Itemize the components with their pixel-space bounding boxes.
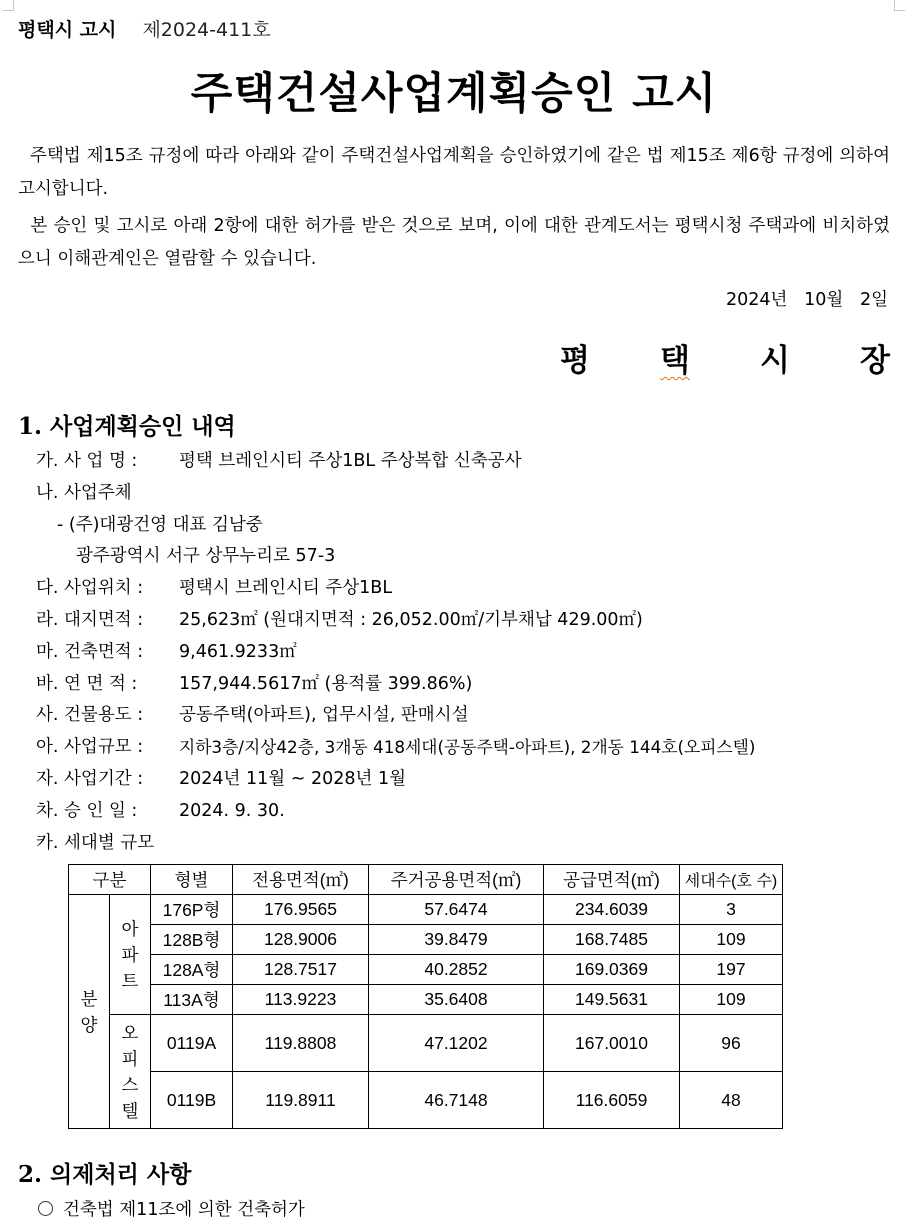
group-cell: [69, 895, 110, 1129]
notice-number: 제2024-411호: [142, 19, 271, 41]
item-value: 157,944.5617㎡ (용적률 399.86%): [179, 673, 473, 694]
item-label: 건축법 제11조에 의한 건축허가: [63, 1200, 305, 1220]
subgroup-label: 오피스텔: [121, 1022, 139, 1121]
item-label: - (주)대광건영 대표 김남중: [57, 514, 263, 535]
notice-header: [18, 15, 271, 42]
table-cell: 96: [680, 1015, 783, 1072]
approval-details-list: [36, 446, 755, 859]
table-cell: 113A형: [151, 985, 233, 1015]
item-label: 가. 사 업 명 :: [36, 451, 138, 471]
list-item: [36, 573, 755, 605]
table-cell: 46.7148: [369, 1072, 544, 1129]
table-cell: 128A형: [151, 955, 233, 985]
list-item: [36, 669, 755, 701]
table-row: [69, 1072, 783, 1129]
list-item: [36, 510, 755, 542]
subgroup-cell: [110, 1015, 151, 1129]
column-header: 주거공용면적(㎡): [369, 865, 544, 895]
table-cell: 149.5631: [544, 985, 680, 1015]
table-cell: 119.8911: [233, 1072, 369, 1129]
table-cell: 47.1202: [369, 1015, 544, 1072]
item-label: 라. 대지면적 :: [36, 609, 144, 630]
page-corner-mark-left: [3, 0, 14, 11]
circle-bullet-icon: [38, 1201, 53, 1216]
table-cell: 3: [680, 895, 783, 925]
item-value: 2024년 11월 ~ 2028년 1월: [179, 768, 407, 789]
unit-size-table: [68, 864, 783, 1129]
table-cell: 48: [680, 1072, 783, 1129]
item-value: 25,623㎡ (원대지면적 : 26,052.00㎡/기부채납 429.00㎡): [179, 609, 643, 630]
list-item: [36, 637, 755, 669]
column-header: 형별: [151, 865, 233, 895]
item-label: 아. 사업규모 :: [36, 737, 144, 758]
list-item: [36, 700, 755, 732]
item-label: 카. 세대별 규모: [36, 832, 155, 853]
table-row: [69, 925, 783, 955]
column-header: 구분: [69, 865, 151, 895]
column-header: 전용면적(㎡): [233, 865, 369, 895]
table-cell: 128.9006: [233, 925, 369, 955]
list-item: [36, 828, 755, 860]
table-row: [69, 895, 783, 925]
issuer-char: 평: [560, 343, 590, 379]
issuer-char: 택: [660, 343, 690, 379]
item-label: 바. 연 면 적 :: [36, 673, 138, 694]
document-title: 주택건설사업계획승인 고시: [190, 69, 718, 119]
item-label: 마. 건축면적 :: [36, 641, 144, 662]
table-cell: 39.8479: [369, 925, 544, 955]
table-cell: 0119A: [151, 1015, 233, 1072]
column-header: 세대수(호 수): [680, 865, 783, 895]
page-corner-mark-right: [894, 0, 905, 11]
table-cell: 128B형: [151, 925, 233, 955]
subgroup-label: 아파트: [121, 918, 139, 991]
list-item: [38, 1196, 305, 1221]
table-row: [69, 955, 783, 985]
notice-date: 2024년 10월 2일: [725, 290, 888, 310]
list-item: [36, 796, 755, 828]
column-header: 공급면적(㎡): [544, 865, 680, 895]
table-cell: 116.6059: [544, 1072, 680, 1129]
item-label: 사. 건물용도 :: [36, 705, 144, 726]
group-label: 분양: [80, 988, 98, 1035]
table-header-row: [69, 865, 783, 895]
intro-paragraph-2: 본 승인 및 고시로 아래 2항에 대한 허가를 받은 것으로 보며, 이에 대한 관계도서는 평택시청 주택과에 비치하였으니 이해관계인은 열람할 수 있습니다.: [18, 216, 890, 269]
table-row: [69, 1015, 783, 1072]
item-value: 2024. 9. 30.: [179, 800, 285, 821]
section-1-heading: 1. 사업계획승인 내역: [18, 413, 236, 440]
list-item: [36, 541, 755, 573]
table-cell: 234.6039: [544, 895, 680, 925]
table-cell: 128.7517: [233, 955, 369, 985]
table-cell: 40.2852: [369, 955, 544, 985]
item-label: 자. 사업기간 :: [36, 768, 144, 789]
issuer-signature-line: [560, 335, 890, 380]
table-cell: 168.7485: [544, 925, 680, 955]
table-row: [69, 985, 783, 1015]
table-cell: 119.8808: [233, 1015, 369, 1072]
item-value: 공동주택(아파트), 업무시설, 판매시설: [179, 705, 469, 726]
table-cell: 197: [680, 955, 783, 985]
list-item: [36, 732, 755, 764]
subgroup-cell: [110, 895, 151, 1015]
list-item: [36, 446, 755, 478]
table-cell: 0119B: [151, 1072, 233, 1129]
list-item: [36, 764, 755, 796]
table-cell: 113.9223: [233, 985, 369, 1015]
item-value: 평택 브레인시티 주상1BL 주상복합 신축공사: [179, 451, 522, 471]
table-cell: 176P형: [151, 895, 233, 925]
table-cell: 35.6408: [369, 985, 544, 1015]
notice-org: 평택시 고시: [18, 19, 117, 41]
table-cell: 169.0369: [544, 955, 680, 985]
item-label: 다. 사업위치 :: [36, 578, 144, 599]
intro-paragraph-1: 주택법 제15조 규정에 따라 아래와 같이 주택건설사업계획을 승인하였기에 같은 법 제15조 제6항 규정에 의하여 고시합니다.: [18, 146, 890, 199]
table-cell: 109: [680, 925, 783, 955]
table-cell: 176.9565: [233, 895, 369, 925]
item-label: 광주광역시 서구 상무누리로 57-3: [76, 546, 336, 567]
item-label: 나. 사업주체: [36, 482, 132, 503]
list-item: [36, 478, 755, 510]
issuer-char: 시: [760, 343, 790, 379]
table-cell: 167.0010: [544, 1015, 680, 1072]
table-cell: 57.6474: [369, 895, 544, 925]
issuer-char: 장: [860, 343, 890, 379]
item-value: 평택시 브레인시티 주상1BL: [179, 578, 393, 599]
item-label: 차. 승 인 일 :: [36, 800, 138, 821]
section-2-heading: 2. 의제처리 사항: [18, 1161, 192, 1188]
list-item: [36, 605, 755, 637]
item-value: 지하3층/지상42층, 3개동 418세대(공동주택-아파트), 2개동 144호(오피스텔): [179, 737, 756, 758]
table-cell: 109: [680, 985, 783, 1015]
item-value: 9,461.9233㎡: [179, 641, 297, 662]
